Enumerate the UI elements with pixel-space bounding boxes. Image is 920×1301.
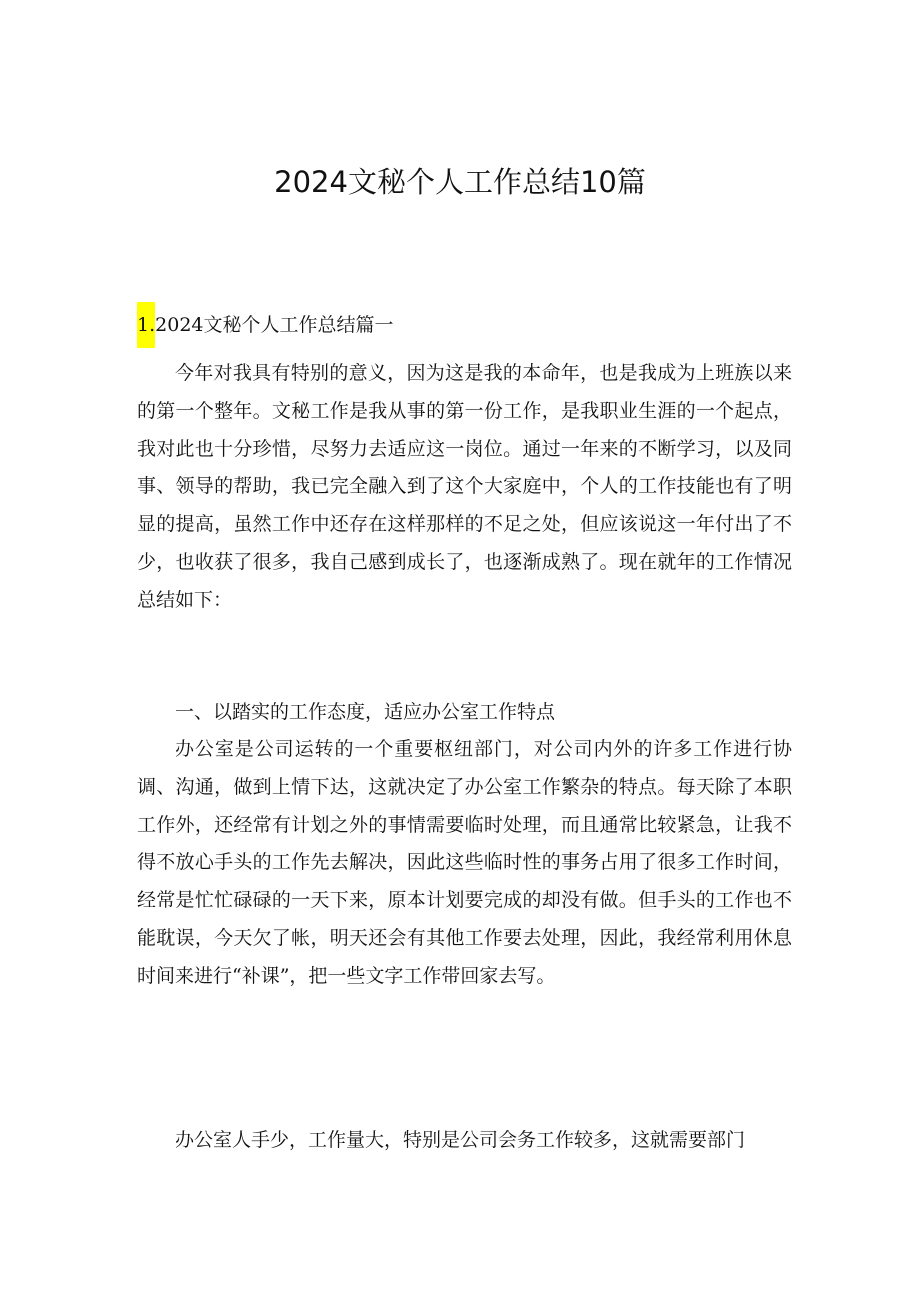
paragraph-office-staff: 办公室人手少，工作量大，特别是公司会务工作较多，这就需要部门 — [175, 1129, 746, 1151]
document-title: 2024文秘个人工作总结10篇 — [274, 165, 646, 199]
subheading-work-attitude: 一、以踏实的工作态度，适应办公室工作特点 — [175, 701, 556, 723]
paragraph-office-role: 办公室是公司运转的一个重要枢纽部门，对公司内外的许多工作进行协调、沟通，做到上情下达，这就决定了办公室工作繁杂的特点。每天除了本职工作外，还经常有计划之外的事情需要临时处理，而且通常比较紧急，让我不得不放心手头的工作先去解决，因此这些临时性的事务占用了很多工作时间，经常是忙忙碌碌的一天下来，原本计划要完成的却没有做。但手头的工作也不能耽误，今天欠了帐，明天还会有其他工作要去处理，因此，我经常利用休息时间来进行“补课”，把一些文字工作带回家去写。 — [137, 738, 792, 987]
section-number-highlight: 1. — [137, 302, 155, 348]
section-heading — [137, 310, 394, 340]
section-heading-text: 2024文秘个人工作总结篇一 — [155, 314, 394, 336]
paragraph-intro: 今年对我具有特别的意义，因为这是我的本命年，也是我成为上班族以来的第一个整年。文秘工作是我从事的第一份工作，是我职业生涯的一个起点，我对此也十分珍惜，尽努力去适应这一岗位。通过一年来的不断学习，以及同事、领导的帮助，我已完全融入到了这个大家庭中，个人的工作技能也有了明显的提高，虽然工作中还存在这样那样的不足之处，但应该说这一年付出了不少，也收获了很多，我自己感到成长了，也逐渐成熟了。现在就年的工作情况总结如下： — [137, 362, 792, 611]
